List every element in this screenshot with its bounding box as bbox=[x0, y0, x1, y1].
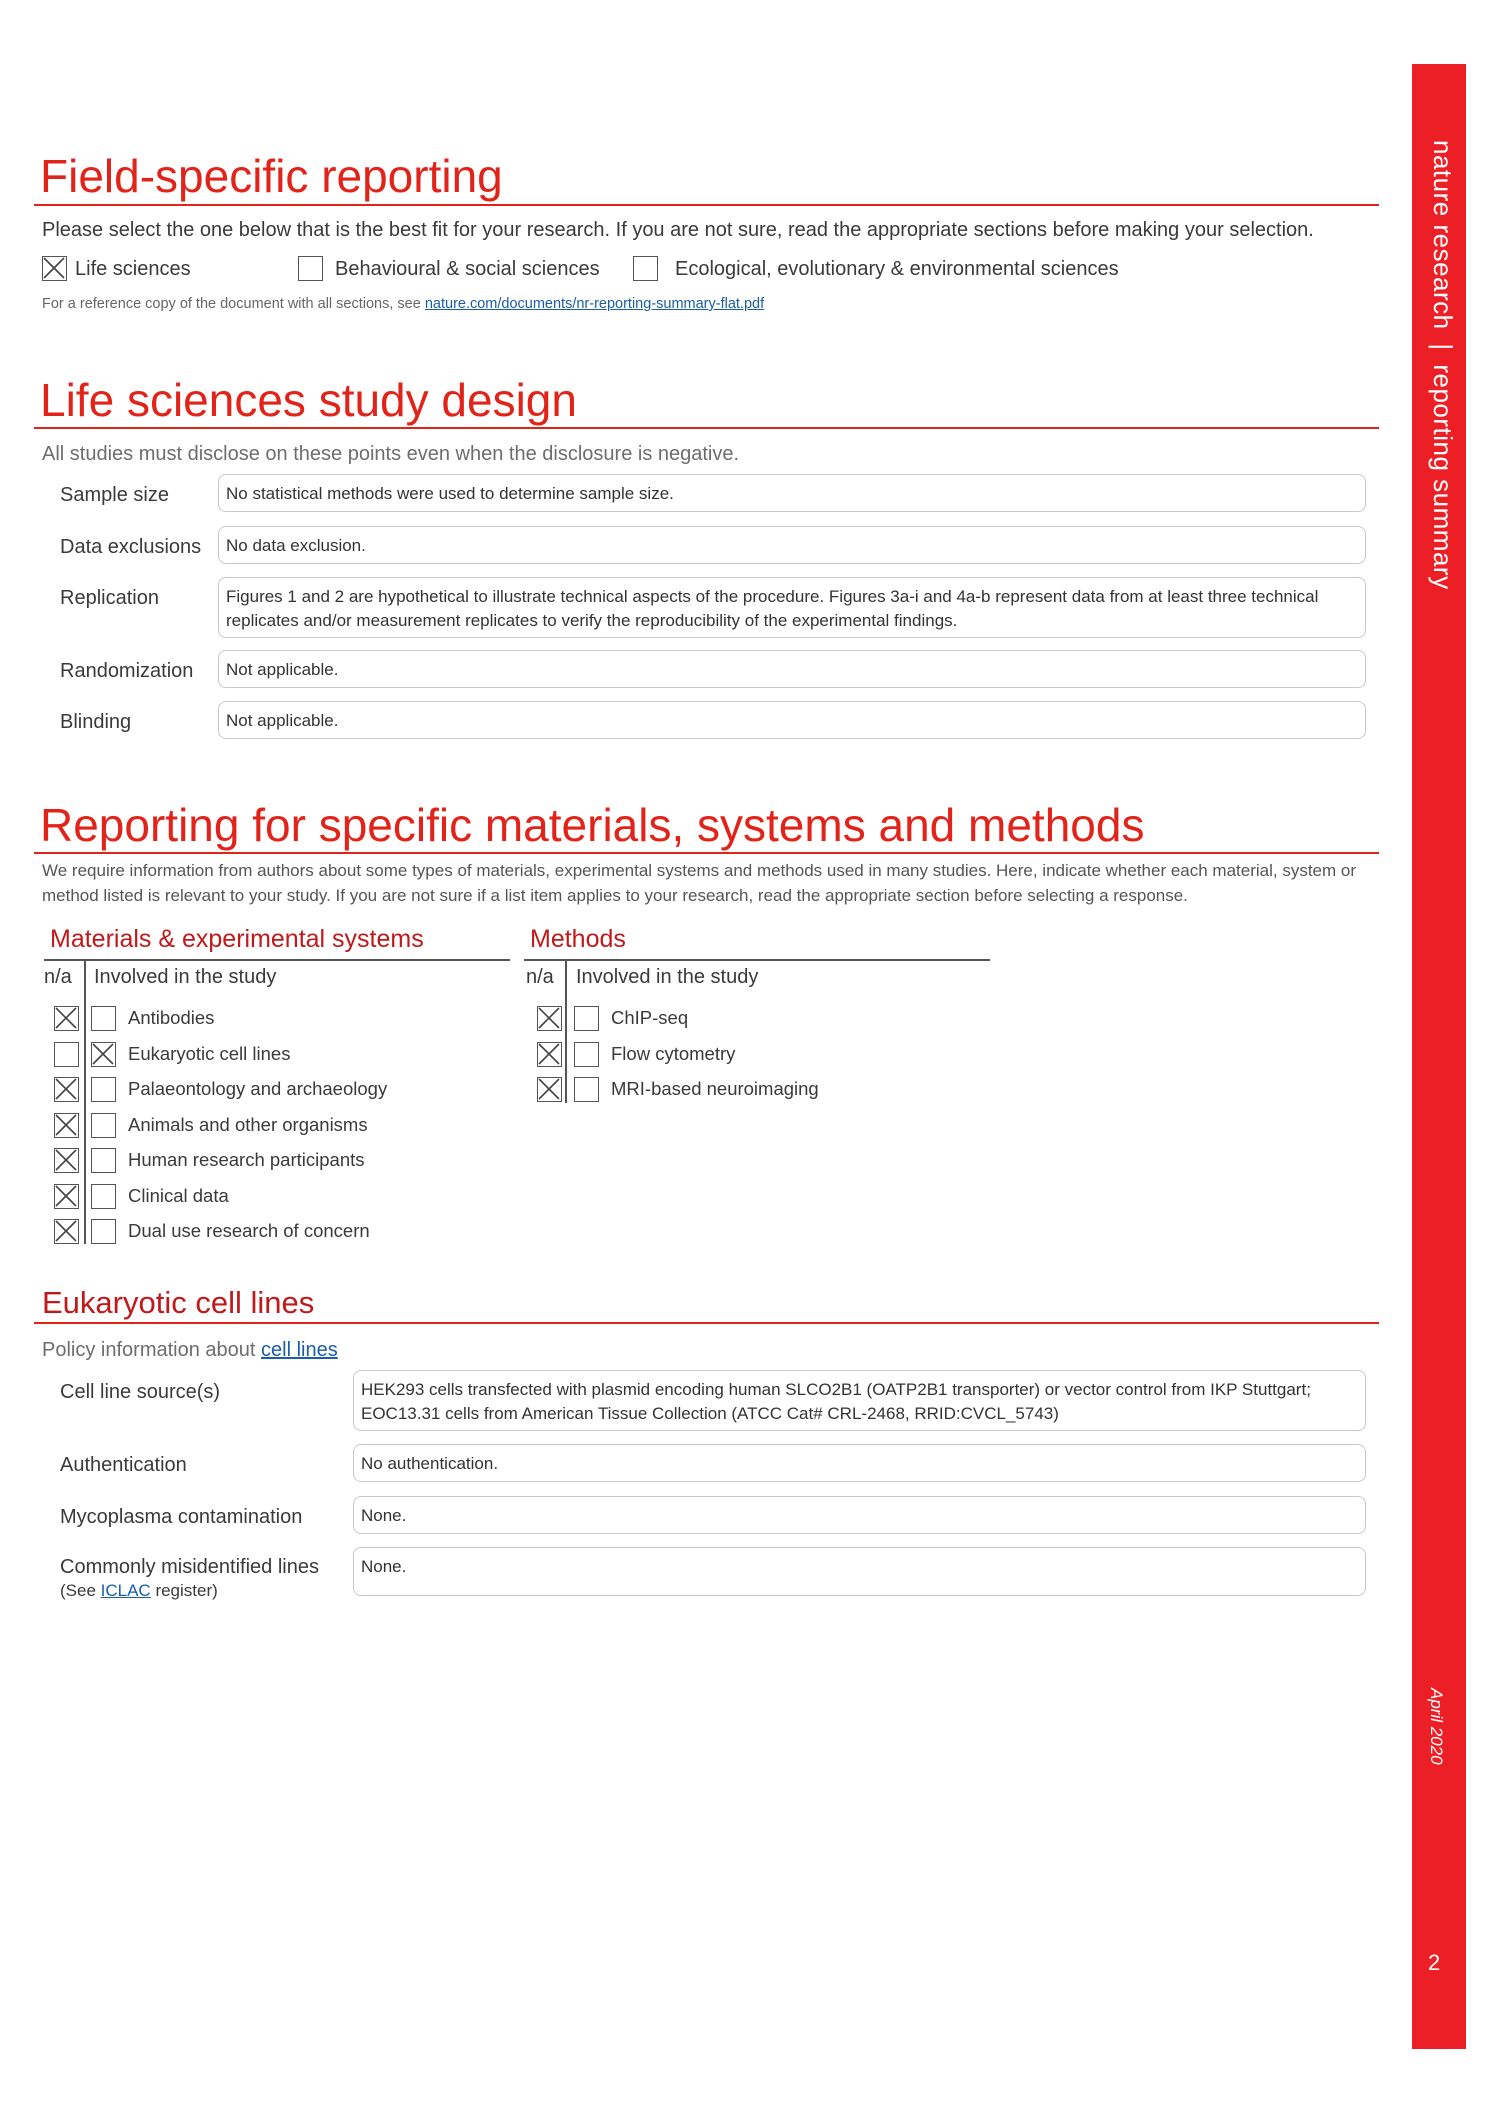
data-exclusions-label: Data exclusions bbox=[60, 536, 202, 558]
study-design-intro: All studies must disclose on these points even when the disclosure is negative. bbox=[42, 443, 740, 465]
page-number: 2 bbox=[1428, 1950, 1441, 1975]
checked-x-icon bbox=[55, 1114, 77, 1136]
iclac-link[interactable]: ICLAC bbox=[100, 1581, 151, 1600]
sidebar-band bbox=[1412, 64, 1466, 2049]
replication-field[interactable]: Figures 1 and 2 are hypothetical to illustrate technical aspects of the procedure. Figures 3a-i and 4a-b represent data from at least three technical replicates and/or measurement replicates to verify the reproducibility of the experimental findings. bbox=[218, 577, 1366, 638]
involved-checkbox[interactable] bbox=[574, 1042, 599, 1067]
replication-label: Replication bbox=[60, 587, 159, 609]
heading-rule bbox=[34, 204, 1379, 206]
list-item-label: Dual use research of concern bbox=[128, 1220, 370, 1241]
data-exclusions-field[interactable]: No data exclusion. bbox=[218, 526, 1366, 564]
involved-checkbox[interactable] bbox=[91, 1077, 116, 1102]
sample-size-label: Sample size bbox=[60, 484, 169, 506]
na-checkbox[interactable] bbox=[54, 1148, 79, 1173]
checked-x-icon bbox=[55, 1078, 77, 1100]
materials-na-header: n/a bbox=[44, 966, 72, 988]
cell-lines-policy-link[interactable]: cell lines bbox=[261, 1339, 338, 1361]
iclac-note: (See ICLAC register) bbox=[60, 1581, 218, 1600]
list-item-label: Clinical data bbox=[128, 1184, 229, 1206]
na-checkbox[interactable] bbox=[54, 1077, 79, 1102]
heading-rule bbox=[34, 852, 1379, 854]
randomization-field[interactable]: Not applicable. bbox=[218, 650, 1366, 688]
list-item-label: MRI-based neuroimaging bbox=[611, 1078, 819, 1099]
list-item-label: Flow cytometry bbox=[611, 1042, 736, 1064]
involved-checkbox[interactable] bbox=[91, 1042, 116, 1067]
methods-heading: Methods bbox=[530, 925, 626, 953]
checked-x-icon bbox=[538, 1078, 560, 1100]
heading-rule bbox=[34, 1322, 1379, 1324]
checked-x-icon bbox=[55, 1185, 77, 1207]
mycoplasma-label: Mycoplasma contamination bbox=[60, 1506, 303, 1528]
involved-checkbox[interactable] bbox=[91, 1148, 116, 1173]
field-specific-heading: Field-specific reporting bbox=[40, 150, 503, 202]
involved-checkbox[interactable] bbox=[574, 1077, 599, 1102]
reference-note: For a reference copy of the document with all sections, see nature.com/documents/nr-reporting-summary-flat.pdf bbox=[42, 296, 765, 312]
list-item-label: Palaeontology and archaeology bbox=[128, 1078, 388, 1099]
checked-x-icon bbox=[538, 1007, 560, 1029]
cell-line-source-label: Cell line source(s) bbox=[60, 1381, 221, 1403]
methods-rule bbox=[524, 959, 990, 961]
na-checkbox[interactable] bbox=[54, 1042, 79, 1067]
involved-checkbox[interactable] bbox=[91, 1113, 116, 1138]
life-sciences-checkbox[interactable] bbox=[42, 256, 67, 281]
checked-x-icon bbox=[55, 1007, 77, 1029]
field-instruction: Please select the one below that is the best fit for your research. If you are not sure, read the appropriate sections before making your selection. bbox=[42, 219, 1314, 241]
na-checkbox[interactable] bbox=[54, 1113, 79, 1138]
behavioural-social-label: Behavioural & social sciences bbox=[335, 258, 600, 280]
authentication-field[interactable]: No authentication. bbox=[353, 1444, 1366, 1482]
involved-checkbox[interactable] bbox=[91, 1219, 116, 1244]
materials-involved-header: Involved in the study bbox=[94, 966, 277, 988]
behavioural-social-checkbox[interactable] bbox=[298, 256, 323, 281]
methods-na-header: n/a bbox=[526, 966, 554, 988]
heading-rule bbox=[34, 427, 1379, 429]
randomization-label: Randomization bbox=[60, 660, 194, 682]
methods-divider bbox=[565, 961, 567, 1103]
policy-info: Policy information about cell lines bbox=[42, 1339, 338, 1361]
authentication-label: Authentication bbox=[60, 1454, 187, 1476]
blinding-label: Blinding bbox=[60, 711, 132, 733]
ecological-label: Ecological, evolutionary & environmental sciences bbox=[675, 258, 1119, 280]
checked-x-icon bbox=[43, 257, 65, 279]
life-sciences-label: Life sciences bbox=[75, 258, 191, 280]
version-date: April 2020 bbox=[1427, 1688, 1446, 1765]
checked-x-icon bbox=[538, 1043, 560, 1065]
involved-checkbox[interactable] bbox=[91, 1184, 116, 1209]
involved-checkbox[interactable] bbox=[574, 1006, 599, 1031]
involved-checkbox[interactable] bbox=[91, 1006, 116, 1031]
cell-lines-heading: Eukaryotic cell lines bbox=[42, 1285, 315, 1320]
list-item-label: ChIP-seq bbox=[611, 1007, 689, 1028]
na-checkbox[interactable] bbox=[54, 1219, 79, 1244]
na-checkbox[interactable] bbox=[54, 1006, 79, 1031]
cell-line-source-field[interactable]: HEK293 cells transfected with plasmid encoding human SLCO2B1 (OATP2B1 transporter) or vector control from IKP Stuttgart; EOC13.31 cells from American Tissue Collection (ATCC Cat# CRL-2468, RRID:CVCL_5743) bbox=[353, 1370, 1366, 1431]
materials-methods-heading: Reporting for specific materials, systems and methods bbox=[40, 799, 1145, 851]
materials-rule bbox=[44, 959, 510, 961]
list-item-label: Antibodies bbox=[128, 1007, 215, 1028]
checked-x-icon bbox=[92, 1043, 114, 1065]
checked-x-icon bbox=[55, 1149, 77, 1171]
journal-title: nature research | reporting summary bbox=[1428, 140, 1458, 590]
sample-size-field[interactable]: No statistical methods were used to determine sample size. bbox=[218, 474, 1366, 512]
reference-link[interactable]: nature.com/documents/nr-reporting-summary-flat.pdf bbox=[424, 296, 765, 312]
na-checkbox[interactable] bbox=[537, 1042, 562, 1067]
checked-x-icon bbox=[55, 1220, 77, 1242]
ecological-checkbox[interactable] bbox=[633, 256, 658, 281]
misidentified-field[interactable]: None. bbox=[353, 1547, 1366, 1596]
na-checkbox[interactable] bbox=[54, 1184, 79, 1209]
list-item-label: Animals and other organisms bbox=[128, 1113, 368, 1135]
mycoplasma-field[interactable]: None. bbox=[353, 1496, 1366, 1534]
materials-methods-intro: We require information from authors about some types of materials, experimental systems and methods used in many studies. Here, indicate whether each material, system or method listed is relevant to your study. If you are not sure if a list item applies to your research, read the appropriate section before selecting a response. bbox=[42, 861, 1357, 905]
list-item-label: Human research participants bbox=[128, 1149, 365, 1170]
na-checkbox[interactable] bbox=[537, 1077, 562, 1102]
study-design-heading: Life sciences study design bbox=[40, 374, 577, 426]
na-checkbox[interactable] bbox=[537, 1006, 562, 1031]
materials-divider bbox=[84, 961, 86, 1244]
list-item-label: Eukaryotic cell lines bbox=[128, 1042, 291, 1064]
misidentified-label: Commonly misidentified lines bbox=[60, 1556, 319, 1578]
materials-heading: Materials & experimental systems bbox=[50, 925, 424, 953]
methods-involved-header: Involved in the study bbox=[576, 966, 759, 988]
blinding-field[interactable]: Not applicable. bbox=[218, 701, 1366, 739]
